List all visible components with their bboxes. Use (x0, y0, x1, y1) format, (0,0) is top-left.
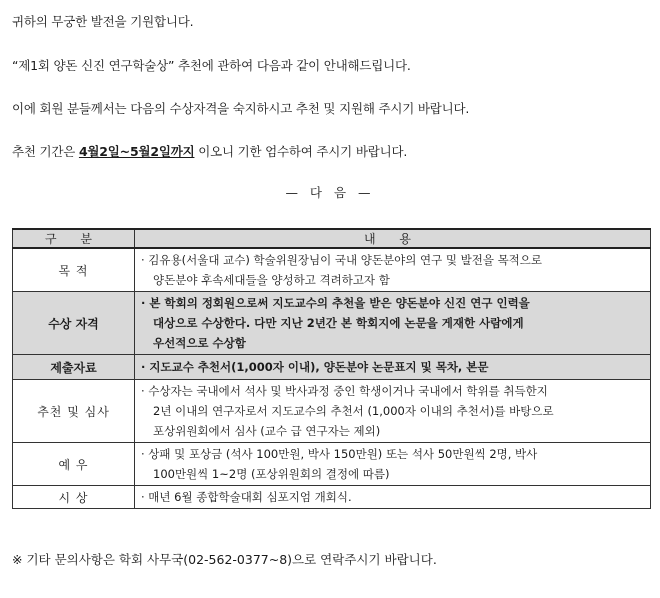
content-line: · 본 학회의 정회원으로써 지도교수의 추천을 받은 양돈분야 신진 연구 인력을 (141, 296, 530, 310)
content-line: · 수상자는 국내에서 석사 및 박사과정 중인 학생이거나 국내에서 학위를 취득한지 (141, 384, 548, 398)
greeting-text: 귀하의 무궁한 발전을 기원합니다. (12, 14, 194, 29)
table-row-review (13, 380, 651, 443)
period-prefix: 추천 기간은 (12, 144, 79, 159)
row-label: 추천 및 심사 (13, 380, 135, 443)
table-row-submission (13, 355, 651, 380)
row-label: 수상 자격 (13, 292, 135, 355)
content-line: · 지도교수 추천서(1,000자 이내), 양돈분야 논문표지 및 목차, 본문 (141, 360, 489, 374)
content-line: 2년 이내의 연구자로서 지도교수의 추천서 (1,000자 이내의 추천서)를 바탕으로 (153, 404, 554, 418)
table-row-purpose (13, 248, 651, 292)
content-line: 양돈분야 후속세대들을 양성하고 격려하고자 함 (153, 273, 390, 287)
row-content (135, 292, 651, 355)
member-notice-text: 이에 회원 분들께서는 다음의 수상자격을 숙지하시고 추천 및 지원해 주시기 바랍니다. (12, 101, 470, 116)
content-line: · 상패 및 포상금 (석사 100만원, 박사 150만원) 또는 석사 50만원씩 2명, 박사 (141, 447, 538, 461)
table-row-reward (13, 443, 651, 486)
section-heading: — 다 음 — (285, 185, 375, 200)
row-content (135, 486, 651, 509)
contact-note: ※ 기타 문의사항은 학회 사무국(02-562-0377~8)으로 연락주시기 바랍니다. (12, 552, 437, 567)
period-suffix: 이오니 기한 엄수하여 주시기 바랍니다. (194, 144, 408, 159)
table-row-ceremony (13, 486, 651, 509)
table-header-row (13, 229, 651, 248)
content-line: · 매년 6월 종합학술대회 심포지엄 개회식. (141, 490, 352, 504)
row-content (135, 380, 651, 443)
content-line: 포상위원회에서 심사 (교수 급 연구자는 제외) (153, 424, 381, 438)
content-line: · 김유용(서울대 교수) 학술위원장님이 국내 양돈분야의 연구 및 발전을 목적으로 (141, 253, 543, 267)
header-category: 구 분 (13, 229, 135, 248)
row-label: 제출자료 (13, 355, 135, 380)
content-line: 우선적으로 수상함 (153, 336, 246, 350)
table-row-eligibility (13, 292, 651, 355)
row-content (135, 355, 651, 380)
period-dates: 4월2일~5월2일까지 (78, 144, 195, 159)
award-intro-text: “제1회 양돈 신진 연구학술상” 추천에 관하여 다음과 같이 안내해드립니다. (12, 58, 411, 73)
content-line: 대상으로 수상한다. 다만 지난 2년간 본 학회지에 논문을 게재한 사람에게 (153, 316, 524, 330)
row-content (135, 248, 651, 292)
content-line: 100만원씩 1~2명 (포상위원회의 결정에 따름) (153, 467, 390, 481)
period-text (12, 142, 407, 160)
header-content: 내 용 (135, 229, 651, 248)
row-label: 시 상 (13, 486, 135, 509)
award-info-table (12, 228, 651, 509)
row-label: 예 우 (13, 443, 135, 486)
row-content (135, 443, 651, 486)
row-label: 목 적 (13, 248, 135, 292)
